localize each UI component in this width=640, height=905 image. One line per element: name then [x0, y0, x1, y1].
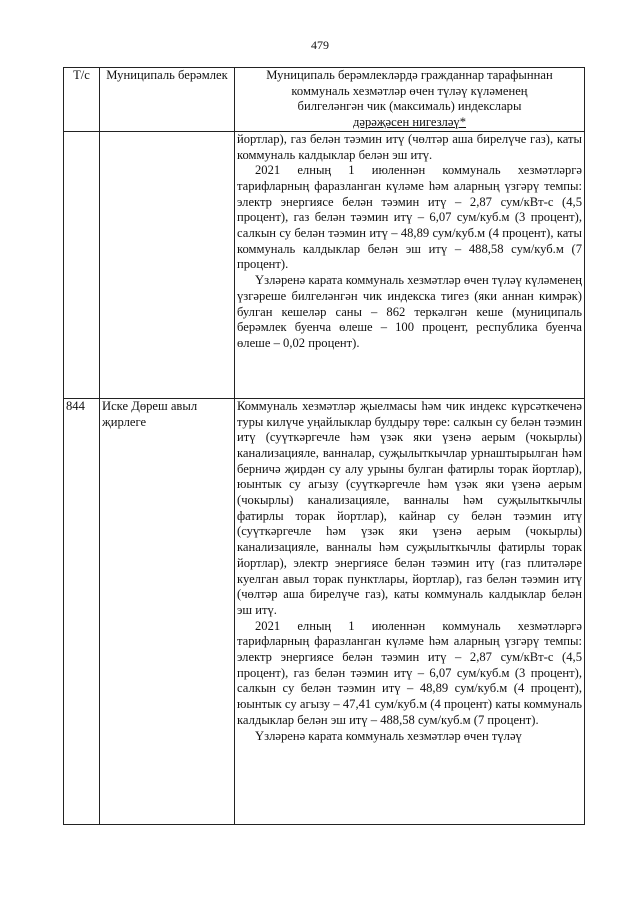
- row-num: 844: [64, 398, 100, 824]
- header-index-line: коммуналь хезмәтләр өчен түләү күләменең: [291, 83, 528, 98]
- page-number: 479: [311, 38, 329, 52]
- paragraph: 2021 елның 1 июленнән коммуналь хезмәтләргә тарифларның фаразланган күләме һәм аларның үзгәрү темпы: электр энергиясе белән тәэмин итү – 2,87 сум/кВт-с (4,5 процент), газ белән тәэмин итү – 6,07 сум/куб.м (3 процент), салкын су белән тәэмин итү – 48,89 сум/куб.м (4 процент), юынтык су агызу – 47,41 сум/куб.м (4 процент) каты коммуналь калдыклар белән эш итү – 488,58 сум/куб.м (7 процент).: [237, 618, 582, 727]
- header-index-line: билгеләнгән чик (максималь) индекслары: [297, 99, 522, 114]
- table-header-row: [64, 68, 585, 132]
- row-municipality: Иске Дөреш авыл җирлеге: [100, 398, 235, 824]
- paragraph: Коммуналь хезмәтләр җыелмасы һәм чик индекс күрсәткеченә туры килүче уңайлыклар булдыру төре: салкын су белән тәэмин итү (суүткәргечле һәм үзәк яки үзенә аерым (чокырлы) канализацияле, ванналар, суҗылыткычлар урнаштырылган һәм берничә җирдән су алу урыны булган фатирлы торак йортлар), юынтык су агызу (суүткәргечле һәм үзәк яки үзенә аерым (чокырлы) канализацияле, ванналы һәм суҗылыткычлы фатирлы торак йортлар), кайнар су белән тәэмин итү (суүткәргечле һәм үзәк яки үзенә аерым (чокырлы) канализацияле, ванналы һәм суҗылыткычлы фатирлы торак йортлар), электр энергиясе белән тәэмин итү (газ плитәләре куелган авыл торак пунктлары, йортлар), газ белән тәэмин итү (чөлтәр аша бирелүче газ), каты коммуналь калдыклар белән эш итү.: [237, 398, 582, 617]
- header-index: [235, 68, 585, 132]
- header-index-line: дәрәҗәсен нигезләү*: [352, 115, 467, 130]
- paragraph: Үзләренә карата коммуналь хезмәтләр өчен түләү күләменең үзгәреше билгеләнгән чик индекска тигез (яки аннан кимрәк) булган кешеләр саны – 862 теркәлгән кеше (муниципаль берәмлек буенча өлеше – 100 процент, республика буенча өлеше – 0,02 процент).: [237, 273, 582, 350]
- indices-table: [63, 67, 585, 825]
- table-row: [64, 131, 585, 398]
- paragraph: Үзләренә карата коммуналь хезмәтләр өчен түләү: [255, 728, 522, 743]
- row-justification: [235, 398, 585, 824]
- row-num: [64, 131, 100, 398]
- header-index-line: Муниципаль берәмлекләрдә гражданнар тарафыннан: [266, 68, 553, 82]
- header-municipality: Муниципаль берәмлек: [100, 68, 235, 132]
- header-num: Т/с: [64, 68, 100, 132]
- row-municipality: [100, 131, 235, 398]
- table-row: [64, 398, 585, 824]
- paragraph: йортлар), газ белән тәэмин итү (чөлтәр аша бирелүче газ), каты коммуналь калдыклар белән эш итү.: [237, 131, 582, 162]
- paragraph: 2021 елның 1 июленнән коммуналь хезмәтләргә тарифларның фаразланган күләме һәм аларның үзгәрү темпы: электр энергиясе белән тәэмин итү – 2,87 сум/кВт-с (4,5 процент), газ белән тәэмин итү – 6,07 сум/куб.м (3 процент), салкын су белән тәэмин итү – 48,89 сум/куб.м (4 процент), каты коммуналь калдыклар белән эш итү – 488,58 сум/куб.м (7 процент).: [237, 163, 582, 272]
- row-justification: [235, 131, 585, 398]
